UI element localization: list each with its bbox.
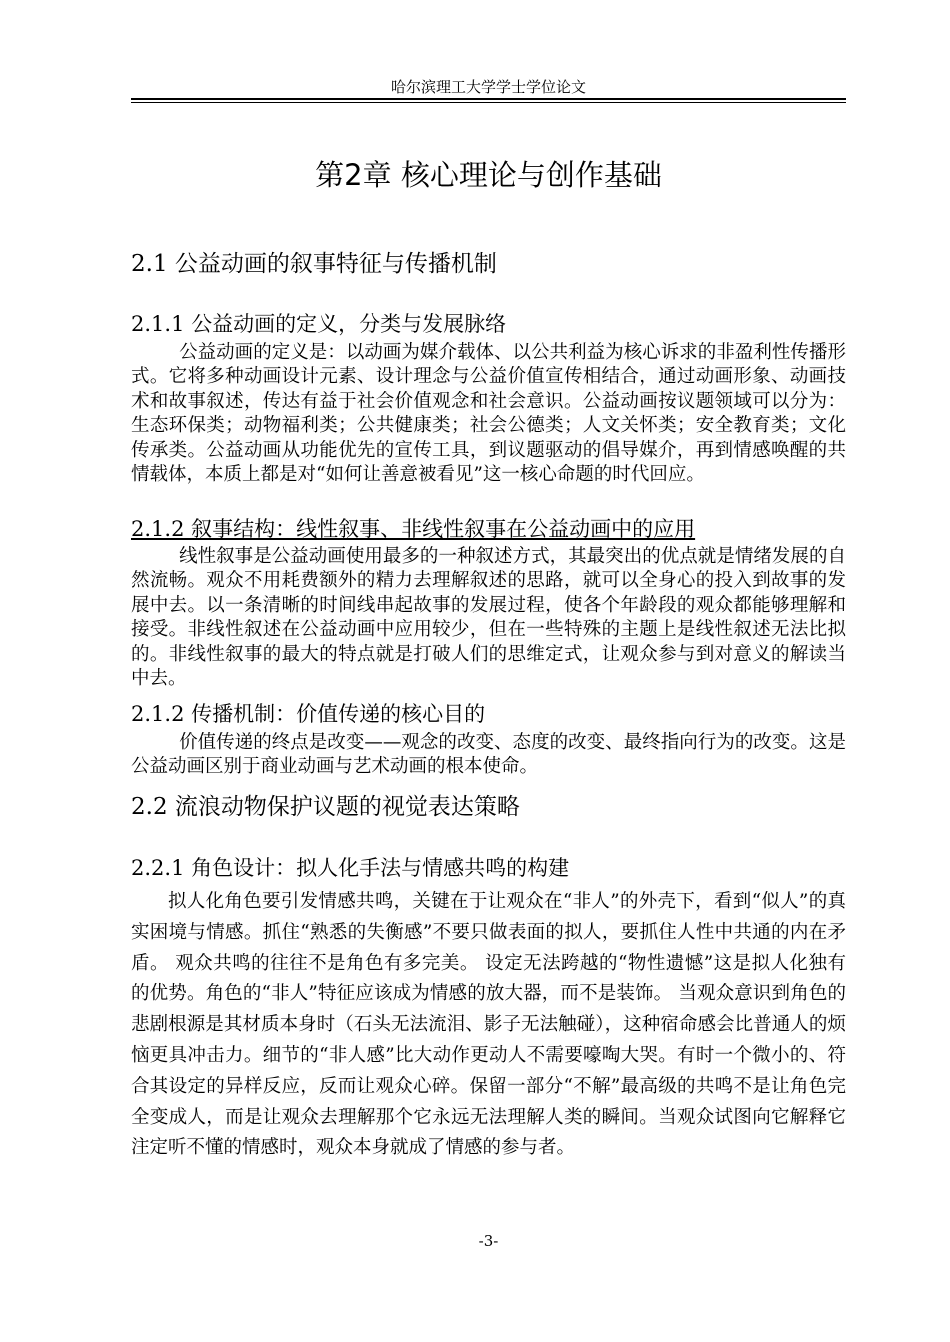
paragraph-2-1-2-propagation: 价值传递的终点是改变——观念的改变、态度的改变、最终指向行为的改变。这是公益动画区别于商业动画与艺术动画的根本使命。: [131, 732, 846, 778]
header-rule-thick: [131, 98, 846, 100]
section-heading-2-2: 2.2 流浪动物保护议题的视觉表达策略: [131, 794, 520, 820]
running-header: 哈尔滨理工大学学士学位论文: [390, 78, 586, 96]
subsection-heading-2-2-1: 2.2.1 角色设计：拟人化手法与情感共鸣的构建: [131, 856, 570, 880]
page-number: -3-: [478, 1232, 499, 1250]
section-heading-2-1: 2.1 公益动画的叙事特征与传播机制: [131, 251, 497, 277]
header-rule-thin: [131, 102, 846, 103]
subsection-heading-2-1-2-propagation: 2.1.2 传播机制：价值传递的核心目的: [131, 702, 486, 726]
subsection-heading-2-1-1: 2.1.1 公益动画的定义，分类与发展脉络: [131, 312, 507, 336]
chapter-title: 第2章 核心理论与创作基础: [315, 158, 662, 192]
paragraph-2-2-1: 拟人化角色要引发情感共鸣，关键在于让观众在“非人”的外壳下，看到“似人”的真实困境与情感。抓住“熟悉的失衡感”不要只做表面的拟人，要抓住人性中共通的内在矛盾。 观众共鸣的往往不是角色有多完美。 设定无法跨越的“物性遗憾”这是拟人化独有的优势。角色的“非人”特征应该成为情感的放大器，而不是装饰。 当观众意识到角色的悲剧根源是其材质本身时（石头无法流泪、影子无法触碰），这种宿命感会比普通人的烦恼更具冲击力。细节的“非人感”比大动作更动人不需要嚎啕大哭。有时一个微小的、符合其设定的异样反应，反而让观众心碎。保留一部分“不解”最高级的共鸣不是让角色完全变成人，而是让观众去理解那个它永远无法理解人类的瞬间。当观众试图向它解释它注定听不懂的情感时，观众本身就成了情感的参与者。: [131, 891, 846, 1159]
subsection-heading-2-1-2-narrative: 2.1.2 叙事结构：线性叙事、非线性叙事在公益动画中的应用: [131, 517, 696, 541]
paragraph-2-1-1: 公益动画的定义是：以动画为媒介载体、以公共利益为核心诉求的非盈利性传播形式。它将多种动画设计元素、设计理念与公益价值宣传相结合，通过动画形象、动画技术和故事叙述，传达有益于社会价值观念和社会意识。公益动画按议题领域可以分为：生态环保类；动物福利类；公共健康类；社会公德类；人文关怀类；安全教育类；文化传承类。公益动画从功能优先的宣传工具，到议题驱动的倡导媒介，再到情感唤醒的共情载体，本质上都是对“如何让善意被看见”这一核心命题的时代回应。: [131, 342, 846, 486]
paragraph-2-1-2-narrative: 线性叙事是公益动画使用最多的一种叙述方式，其最突出的优点就是情绪发展的自然流畅。观众不用耗费额外的精力去理解叙述的思路，就可以全身心的投入到故事的发展中去。以一条清晰的时间线串起故事的发展过程，使各个年龄段的观众都能够理解和接受。非线性叙述在公益动画中应用较少，但在一些特殊的主题上是线性叙述无法比拟的。非线性叙事的最大的特点就是打破人们的思维定式，让观众参与到对意义的解读当中去。: [131, 546, 846, 690]
